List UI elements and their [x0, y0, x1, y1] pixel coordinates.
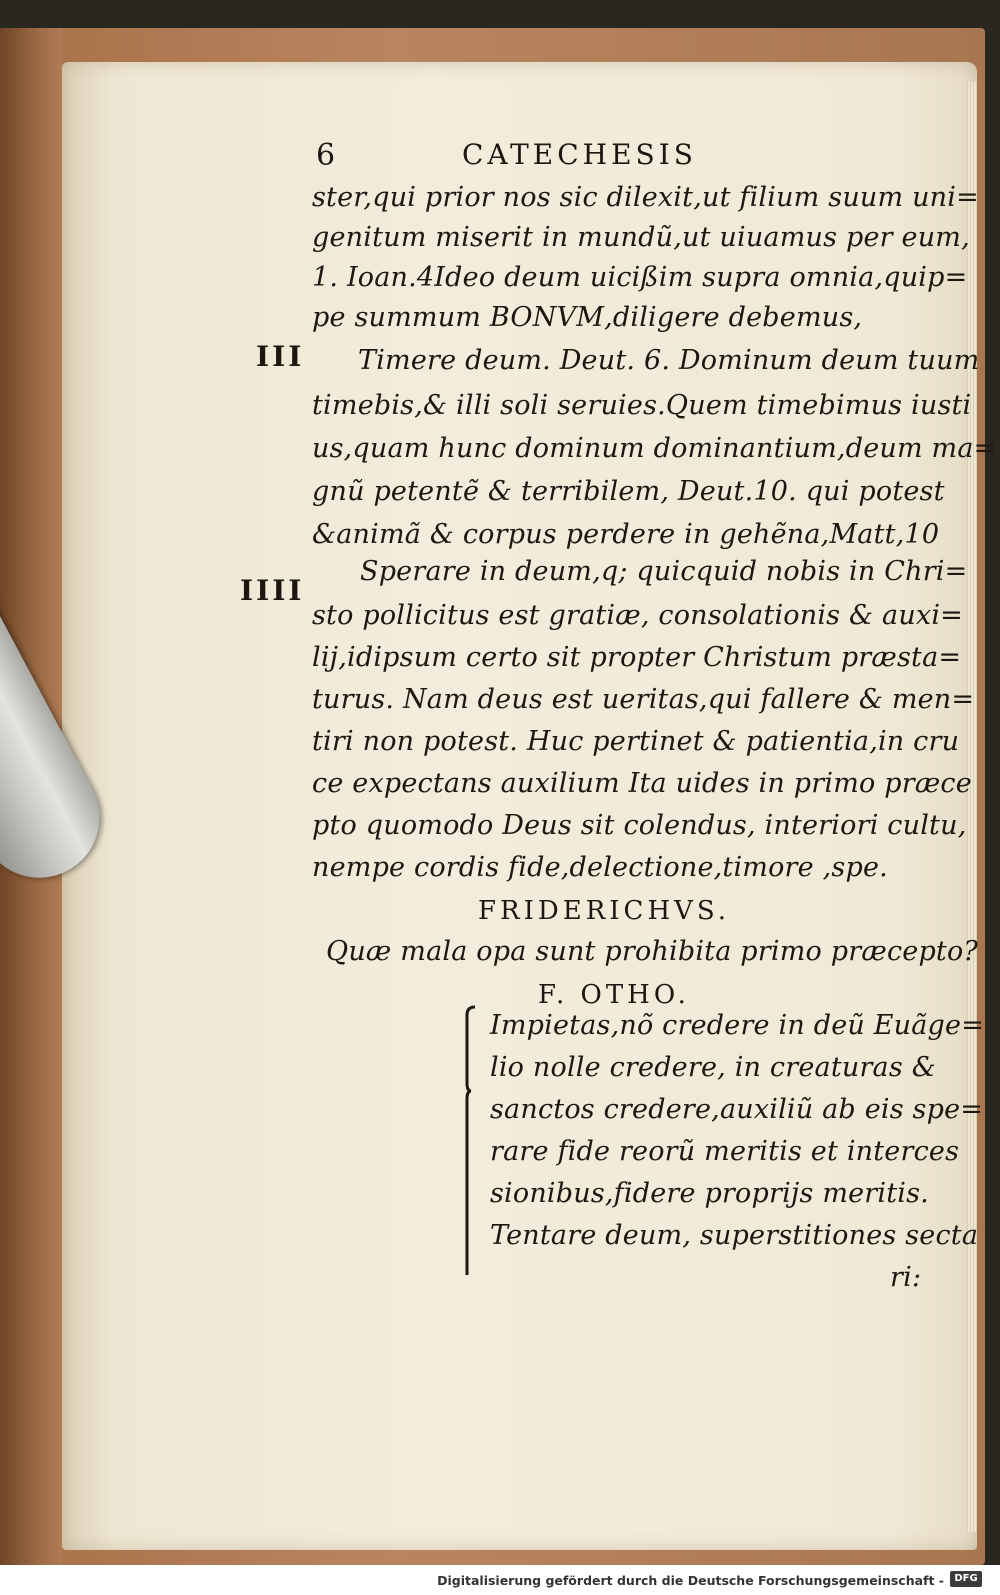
text-line: pe summum BONVM,diligere debemus,	[312, 302, 863, 333]
text-line: sanctos credere,auxiliũ ab eis spe=	[490, 1094, 984, 1125]
speaker-name: F. OTHO.	[538, 980, 690, 1010]
text-line: rare fide reorũ meritis et interces	[490, 1136, 960, 1167]
page-edge-lines	[967, 82, 977, 1532]
text-line: us,quam hunc dominum dominantium,deum ma=	[312, 433, 997, 464]
text-line: lio nolle credere, in creaturas &	[490, 1052, 936, 1083]
dfg-logo: DFG	[950, 1571, 982, 1587]
text-line: ce expectans auxilium Ita uides in primo præce	[312, 768, 972, 799]
text-line: turus. Nam deus est ueritas,qui fallere & men=	[312, 684, 975, 715]
text-line: Impietas,nõ credere in deũ Euãge=	[490, 1010, 985, 1041]
text-line: 1. Ioan.4Ideo deum uicißim supra omnia,quip=	[312, 262, 968, 293]
text-line: lij,idipsum certo sit propter Christum præsta=	[312, 642, 962, 673]
text-line: tiri non potest. Huc pertinet & patientia,in cru	[312, 726, 960, 757]
text-line: genitum miserit in mundũ,ut uiuamus per eum,	[312, 222, 970, 253]
text-line: Tentare deum, superstitiones secta	[490, 1220, 979, 1251]
text-line: Sperare in deum,q; quicquid nobis in Chri=	[360, 556, 968, 587]
digitization-credit: Digitalisierung gefördert durch die Deutsche Forschungsgemeinschaft -	[437, 1573, 944, 1588]
question-line: Quæ mala opa sunt prohibita primo præcepto?	[326, 936, 979, 967]
speaker-name: FRIDERICHVS.	[478, 896, 731, 926]
text-line: ster,qui prior nos sic dilexit,ut filium suum uni=	[312, 182, 979, 213]
text-line: &animã & corpus perdere in gehẽna,Matt,10	[312, 519, 940, 550]
text-line: sionibus,fidere proprijs meritis.	[490, 1178, 929, 1209]
text-line: gnũ petentẽ & terribilem, Deut.10. qui potest	[312, 476, 945, 507]
catchword: ri:	[890, 1262, 922, 1293]
text-line: Timere deum. Deut. 6. Dominum deum tuum	[358, 345, 980, 376]
brace-bracket	[464, 1005, 476, 1280]
text-line: sto pollicitus est gratiæ, consolationis & auxi=	[312, 600, 964, 631]
page-number: 6	[316, 138, 336, 173]
text-line: nempe cordis fide,delectione,timore ,spe.	[312, 852, 888, 883]
running-head: CATECHESIS	[462, 138, 697, 171]
section-numeral-four: IIII	[240, 574, 305, 607]
text-line: pto quomodo Deus sit colendus, interiori cultu,	[312, 810, 967, 841]
text-line: timebis,& illi soli seruies.Quem timebimus iusti	[312, 390, 972, 421]
section-numeral-three: III	[256, 340, 305, 373]
